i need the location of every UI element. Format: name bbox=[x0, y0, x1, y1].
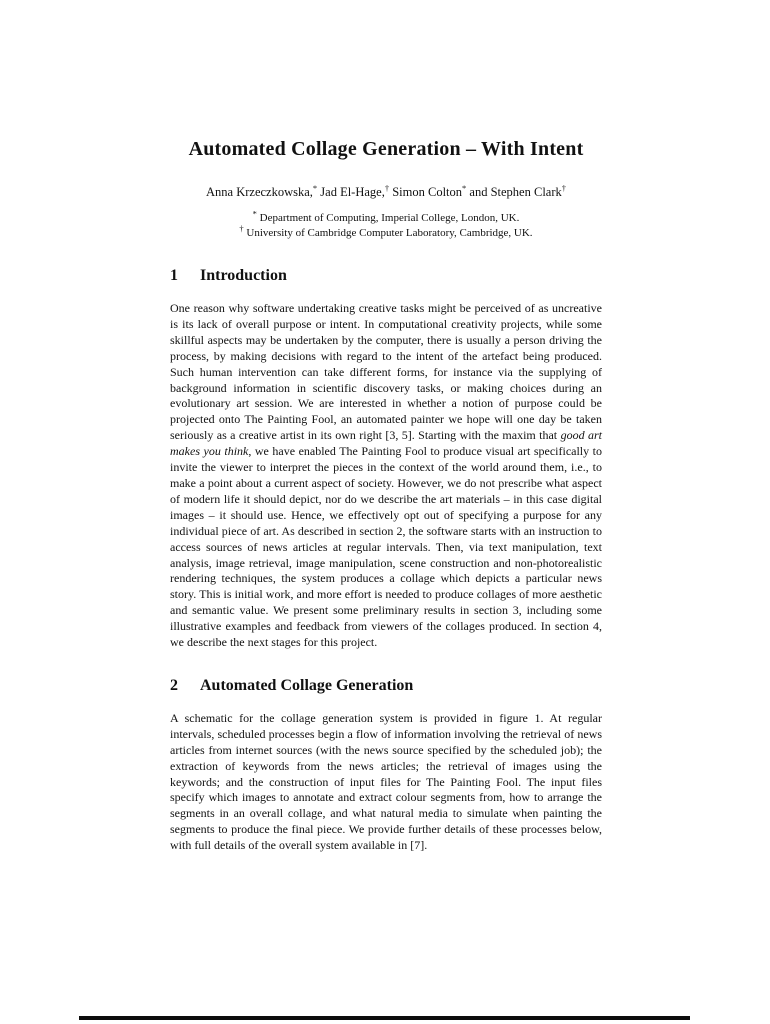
author-name: Simon Colton bbox=[389, 185, 463, 199]
author-marker: † bbox=[384, 182, 390, 193]
section-2-heading bbox=[170, 677, 602, 695]
affiliation-line bbox=[170, 223, 602, 241]
affiliation-text: University of Cambridge Computer Laboratory, Cambridge, UK. bbox=[246, 227, 533, 239]
author-line bbox=[170, 182, 602, 200]
affiliation-marker: * bbox=[252, 208, 257, 219]
section-1-paragraph bbox=[170, 301, 602, 651]
author-marker: * bbox=[312, 182, 318, 193]
affiliation-text: Department of Computing, Imperial College, London, UK. bbox=[259, 212, 520, 224]
section-title: Introduction bbox=[200, 267, 287, 284]
author-marker: † bbox=[561, 182, 566, 193]
paragraph-text: , we have enabled The Painting Fool to produce visual art specifically to invite the viewer to interpret the pieces in the context of the world around them, i.e., to make a point about a current aspect of society. However, we do not prescribe what aspect of modern life it should depict, nor do we describe the art materials – in this case digital images – it should use. Hence, we effectively opt out of specifying a purpose for any individual piece of art. As described in section 2, the software starts with an instruction to access sources of news articles at regular intervals. Then, via text manipulation, text analysis, image retrieval, image manipulation, scene construction and non-photorealistic rendering techniques, the system produces a collage which depicts a particular news story. This is initial work, and more effort is needed to produce collages of more aesthetic and semantic value. We present some preliminary results in section 3, including some illustrative examples and feedback from viewers of the collages produced. In section 4, we describe the next stages for this project. bbox=[170, 444, 602, 650]
page-bottom-rule bbox=[79, 1016, 690, 1020]
author-name: and Stephen Clark bbox=[466, 185, 562, 199]
author-name: Anna Krzeczkowska, bbox=[206, 185, 313, 199]
section-number: 2 bbox=[170, 676, 178, 694]
paragraph-italic-phrase: good art makes you think bbox=[170, 428, 602, 459]
paragraph-text: One reason why software undertaking creative tasks might be perceived of as uncreative is its lack of overall purpose or intent. In computational creativity projects, while some skillful aspects may be undertaken by the computer, there is usually a person driving the process, by making decisions with regard to the intent of the artefact being produced. Such human intervention can take different forms, for instance via the supplying of background information in scientific discovery tasks, or making choices during an evolutionary art session. We are interested in whether a notion of purpose could be projected onto The Painting Fool, an automated painter we hope will one day be taken seriously as a creative artist in its own right [3, 5]. Starting with the maxim that bbox=[170, 301, 602, 443]
section-number: 1 bbox=[170, 267, 178, 284]
author-marker: * bbox=[462, 182, 467, 193]
section-1-heading bbox=[170, 267, 602, 285]
section-2-paragraph: A schematic for the collage generation system is provided in figure 1. At regular intervals, scheduled processes begin a flow of information involving the retrieval of news articles from internet sources (with the news source specified by the scheduled job); the extraction of keywords from the news articles; the retrieval of images using the keywords; and the construction of input files for The Painting Fool. The input files specify which images to annotate and extract colour segments from, how to arrange the segments in an overall collage, and what natural media to simulate when painting the segments to produce the final piece. We provide further details of these processes below, with full details of the overall system available in [7]. bbox=[170, 710, 602, 853]
author-name: Jad El-Hage, bbox=[317, 185, 385, 199]
page-title: Automated Collage Generation – With Intent bbox=[188, 138, 584, 160]
section-title: Automated Collage Generation bbox=[200, 676, 414, 694]
affiliation-marker: † bbox=[239, 223, 244, 234]
affiliations-block bbox=[170, 208, 602, 241]
paper-page bbox=[170, 138, 602, 854]
affiliation-line bbox=[170, 208, 602, 226]
